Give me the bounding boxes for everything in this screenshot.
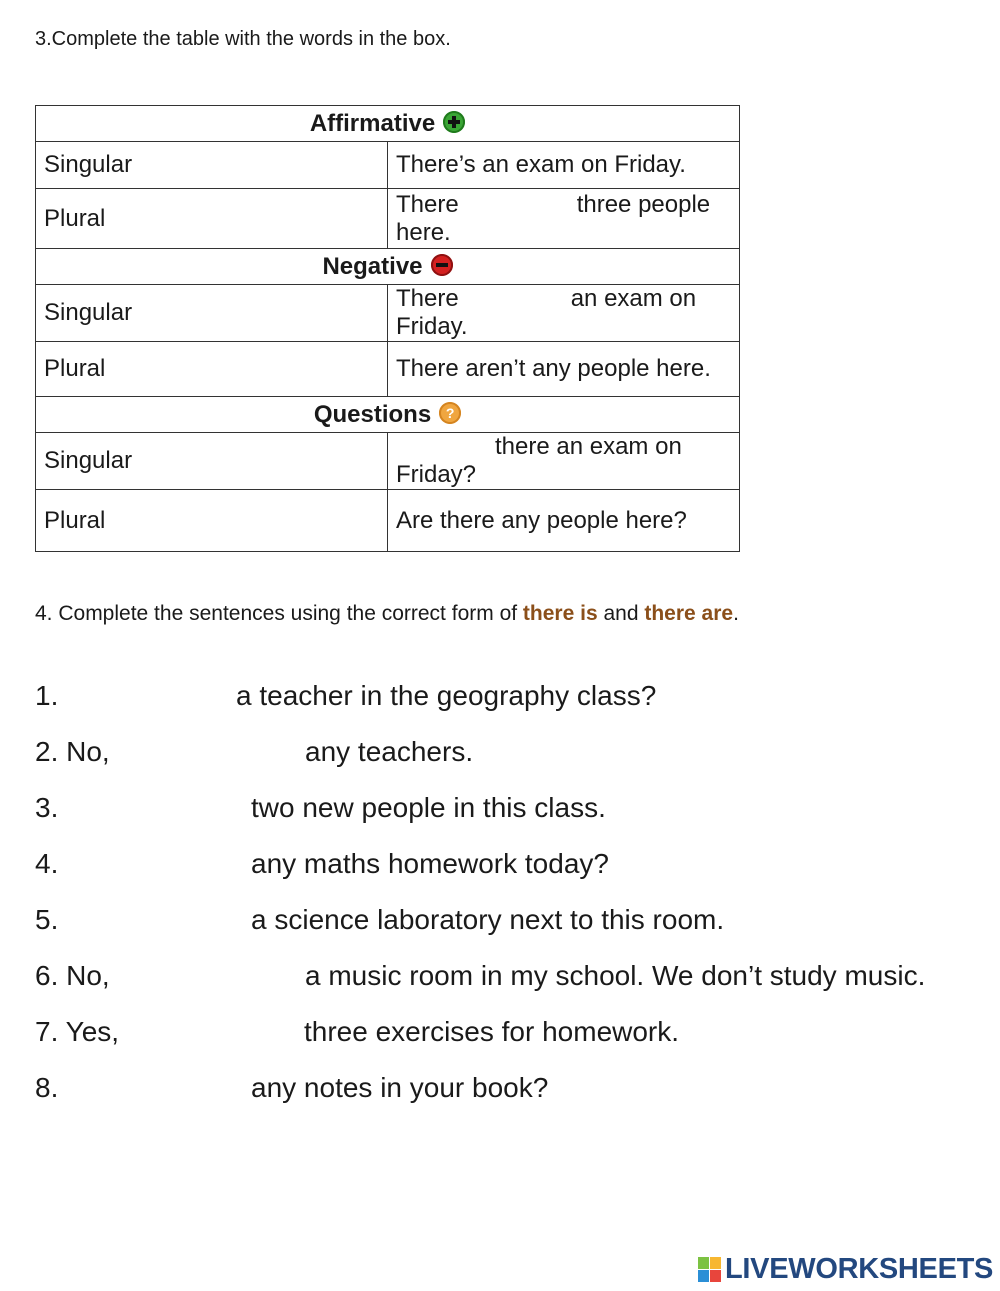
example-sentence [388,433,740,490]
row-label: Plural [36,490,388,552]
row-label: Singular [36,142,388,189]
row-label: Singular [36,433,388,490]
sentence-start: There [396,285,459,312]
sentence-number: 6. No, [35,960,110,991]
table-row [36,285,740,342]
sentence-text: a teacher in the geography class? [236,680,657,711]
sentence-text: two new people in this class. [251,792,606,823]
table-row [36,189,740,249]
exercise-4-instruction [35,602,739,626]
negative-header [36,249,740,285]
instruction-text: and [597,602,645,625]
sentence-text: a science laboratory next to this room. [251,904,725,935]
sentence-number: 3. [35,792,59,823]
answer-blank[interactable] [105,848,245,880]
answer-blank[interactable] [105,792,245,824]
answer-blank[interactable] [105,1072,245,1104]
example-sentence [388,285,740,342]
affirmative-header [36,106,740,142]
questions-header [36,397,740,433]
sentence-number: 8. [35,1072,59,1103]
highlight-there-is: there is [522,602,598,625]
example-sentence: Are there any people here? [388,490,740,552]
negative-heading: Negative [322,252,423,280]
minus-circle-icon [431,254,453,276]
sentence-number: 2. No, [35,736,110,767]
sentence-text: a music room in my school. We don’t study music. [305,960,926,991]
sentence-number: 7. Yes, [35,1016,120,1047]
instruction-text: . [733,602,739,625]
questions-header-row [36,397,740,433]
table-row [36,342,740,397]
negative-header-row [36,249,740,285]
example-sentence [388,189,740,249]
grammar-table [35,105,740,552]
sentence-text: any maths homework today? [251,848,609,879]
highlight-there-are: there are [644,602,734,625]
example-sentence: There’s an exam on Friday. [388,142,740,189]
affirmative-header-row [36,106,740,142]
sentence-number: 1. [35,680,59,711]
plus-circle-icon [443,111,465,133]
answer-blank[interactable] [145,736,295,768]
row-label: Plural [36,342,388,397]
example-sentence: There aren’t any people here. [388,342,740,397]
sentence-end: three people here. [396,190,711,246]
table-row [36,490,740,552]
sentence-text: three exercises for homework. [304,1016,680,1047]
sentence-text: any notes in your book? [251,1072,549,1103]
sentence-number: 4. [35,848,59,879]
answer-blank[interactable] [145,1016,295,1048]
row-label: Plural [36,189,388,249]
sentence-end: an exam on Friday. [396,285,697,340]
affirmative-heading: Affirmative [309,109,436,137]
sentence-text: any teachers. [305,736,474,767]
logo-text: LIVEWORKSHEETS [725,1253,994,1285]
row-label: Singular [36,285,388,342]
answer-blank[interactable] [105,904,245,936]
question-circle-icon: ? [439,402,461,424]
table-row [36,142,740,189]
instruction-text: 4. Complete the sentences using the correct form of [35,602,523,625]
answer-blank[interactable] [105,680,225,712]
answer-blank[interactable] [145,960,295,992]
exercise-3-instruction: 3.Complete the table with the words in the box. [35,28,451,50]
questions-heading: Questions [313,400,432,428]
table-row [36,433,740,490]
sentence-number: 5. [35,904,59,935]
liveworksheets-logo-icon [698,1257,722,1283]
sentence-end: there an exam on Friday? [396,433,682,488]
sentence-start: There [396,190,459,218]
